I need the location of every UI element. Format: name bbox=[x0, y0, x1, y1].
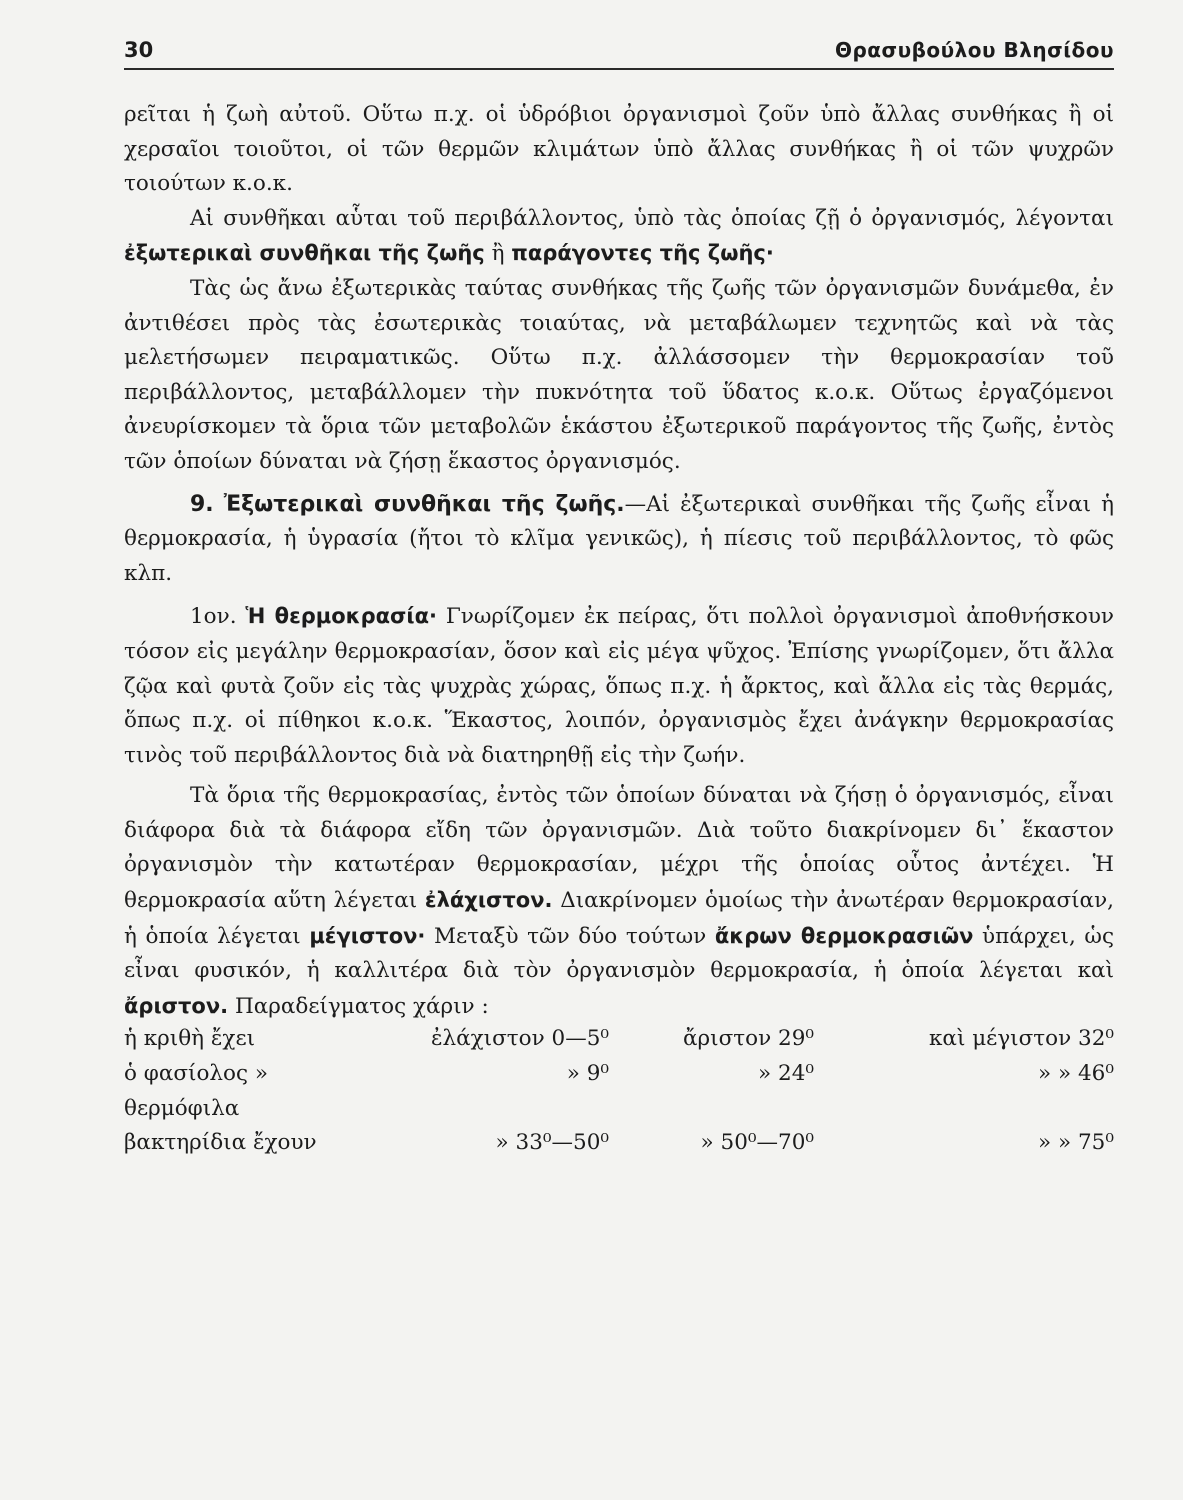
paragraph-3 bbox=[124, 272, 1114, 480]
table-cell-subject: βακτηρίδια ἔχουν bbox=[124, 1130, 317, 1156]
paragraph-limits-text-3: Μεταξὺ τῶν δύο τούτων bbox=[425, 923, 715, 949]
paragraph-2-text-1: Αἱ συνθῆκαι αὗται τοῦ περιβάλλοντος, ὑπὸ τὰς ὁποίας ζῇ ὁ ὀργανισμός, λέγονται bbox=[190, 205, 1114, 231]
paragraph-limits-text-4: ὑπάρχει, ὡς εἶναι φυσικόν, ἡ καλλιτέρα διὰ τὸν ὀργανισμὸν θερμοκρασία, ἡ ὁποία λέγεται καὶ bbox=[124, 923, 1115, 984]
paragraph-1-text: ρεῖται ἡ ζωὴ αὐτοῦ. Οὕτω π.χ. οἱ ὑδρόβιοι ὀργανισμοὶ ζοῦν ὑπὸ ἄλλας συνθήκας ἢ οἱ χερσαῖοι τοιοῦτοι, οἱ τῶν θερμῶν κλιμάτων ὑπὸ ἄλλας συνθήκας ἢ οἱ τῶν ψυχρῶν τοιούτων κ.ο.κ. bbox=[124, 102, 1114, 197]
paragraph-2-text-2: ἢ bbox=[484, 241, 512, 267]
section-title: Ἐξωτερικαὶ συνθῆκαι τῆς ζωῆς. bbox=[223, 491, 625, 517]
table-cell-optimum bbox=[609, 1096, 814, 1131]
table-cell-maximum bbox=[814, 1096, 1114, 1131]
page-number: 30 bbox=[124, 38, 154, 62]
running-head: Θρασυβούλου Βλησίδου bbox=[834, 38, 1114, 62]
table-cell-minimum bbox=[374, 1096, 609, 1131]
table-row bbox=[124, 1130, 1114, 1165]
table-cell-maximum: καὶ μέγιστον 32⁰ bbox=[928, 1026, 1114, 1052]
table-row bbox=[124, 1061, 1114, 1096]
section-9-paragraph bbox=[124, 488, 1114, 592]
paragraph-limits bbox=[124, 779, 1114, 1024]
temperature-table bbox=[124, 1026, 1114, 1164]
subsection-title: Ἡ θερμοκρασία· bbox=[245, 604, 437, 629]
term-external-conditions: ἐξωτερικαὶ συνθῆκαι τῆς ζωῆς bbox=[124, 241, 485, 266]
page-header bbox=[124, 30, 1114, 70]
paragraph-temperature-text: Γνωρίζομεν ἐκ πείρας, ὅτι πολλοὶ ὀργανισμοὶ ἀποθνήσκουν τόσον εἰς μεγάλην θερμοκρασίαν, ὅσον καὶ εἰς μέγα ψῦχος. Ἐπίσης γνωρίζομεν, ὅτι ἄλλα ζῷα καὶ φυτὰ ζοῦν εἰς τὰς ψυχρὰς χώρας, ὅπως π.χ. ἡ ἄρκτος, καὶ ἄλλα εἰς τὰς θερμάς, ὅπως π.χ. οἱ πίθηκοι κ.ο.κ. Ἕκαστος, λοιπόν, ὀργανισμὸς ἔχει ἀνάγκην θερμοκρασίας τινὸς τοῦ περιβάλλοντος διὰ νὰ διατηρηθῇ εἰς τὴν ζωήν. bbox=[124, 604, 1114, 768]
paragraph-limits-text-2: Διακρίνομεν ὁμοίως τὴν ἀνωτέραν θερμοκρασίαν, ἡ ὁποία λέγεται bbox=[124, 888, 1114, 949]
paragraph-limits-text-5: Παραδείγματος χάριν : bbox=[228, 993, 489, 1019]
table-cell-optimum: » 24⁰ bbox=[758, 1061, 814, 1087]
paragraph-2 bbox=[124, 202, 1114, 272]
paragraph-1 bbox=[124, 98, 1114, 202]
term-minimum: ἐλάχιστον. bbox=[424, 888, 553, 913]
term-maximum: μέγιστον· bbox=[309, 923, 426, 948]
section-9-text: —Αἱ ἐξωτερικαὶ συνθῆκαι τῆς ζωῆς εἶναι ἡ θερμοκρασία, ἡ ὑγρασία (ἤτοι τὸ κλῖμα γενικῶς), ἡ πίεσις τοῦ περιβάλλοντος, τὸ φῶς κλπ. bbox=[124, 491, 1114, 586]
table-cell-subject: ὁ φασίολος » bbox=[124, 1061, 269, 1087]
table-cell-minimum: ἐλάχιστον 0—5⁰ bbox=[430, 1026, 609, 1052]
term-life-factors: παράγοντες τῆς ζωῆς· bbox=[511, 241, 774, 266]
table-cell-optimum: ἄριστον 29⁰ bbox=[683, 1026, 814, 1052]
paragraph-temperature bbox=[124, 599, 1114, 773]
table-cell-optimum: » 50⁰—70⁰ bbox=[700, 1130, 814, 1156]
table-cell-maximum: » » 75⁰ bbox=[1038, 1130, 1114, 1156]
paragraph-limits-text-1: Τὰ ὅρια τῆς θερμοκρασίας, ἐντὸς τῶν ὁποίων δύναται νὰ ζήσῃ ὁ ὀργανισμός, εἶναι διάφορα διὰ τὰ διάφορα εἴδη τῶν ὀργανισμῶν. Διὰ τοῦτο διακρίνομεν δι᾽ ἕκαστον ὀργανισμὸν τὴν κατωτέραν θερμοκρασίαν, μέχρι τῆς ὁποίας οὗτος ἀντέχει. Ἡ θερμοκρασία αὕτη λέγεται bbox=[124, 783, 1114, 914]
table-row bbox=[124, 1096, 1114, 1131]
table-row bbox=[124, 1026, 1114, 1061]
subsection-label: 1ον. bbox=[190, 604, 246, 630]
table-cell-minimum: » 33⁰—50⁰ bbox=[495, 1130, 609, 1156]
table-cell-minimum: » 9⁰ bbox=[566, 1061, 609, 1087]
table-cell-maximum: » » 46⁰ bbox=[1038, 1061, 1114, 1087]
paragraph-3-text: Τὰς ὡς ἄνω ἐξωτερικὰς ταύτας συνθήκας τῆς ζωῆς τῶν ὀργανισμῶν δυνάμεθα, ἐν ἀντιθέσει πρὸς τὰς ἐσωτερικὰς τοιαύτας, νὰ μεταβάλωμεν τεχνητῶς καὶ νὰ τὰς μελετήσωμεν πειραματικῶς. Οὕτω π.χ. ἀλλάσσομεν τὴν θερμοκρασίαν τοῦ περιβάλλοντος, μεταβάλλομεν τὴν πυκνότητα τοῦ ὕδατος κ.ο.κ. Οὕτως ἐργαζόμενοι ἀνευρίσκομεν τὰ ὅρια τῶν μεταβολῶν ἑκάστου ἐξωτερικοῦ παράγοντος τῆς ζωῆς, ἐντὸς τῶν ὁποίων δύναται νὰ ζήσῃ ἕκαστος ὀργανισμός. bbox=[124, 275, 1114, 474]
term-optimum: ἄριστον. bbox=[124, 993, 229, 1018]
section-number: 9. bbox=[190, 491, 214, 517]
table-cell-subject: ἡ κριθὴ ἔχει bbox=[124, 1026, 256, 1052]
term-extreme-temperatures: ἄκρων θερμοκρασιῶν bbox=[714, 923, 974, 948]
table-cell-subject: θερμόφιλα bbox=[124, 1095, 240, 1121]
body-text bbox=[124, 98, 1114, 1165]
